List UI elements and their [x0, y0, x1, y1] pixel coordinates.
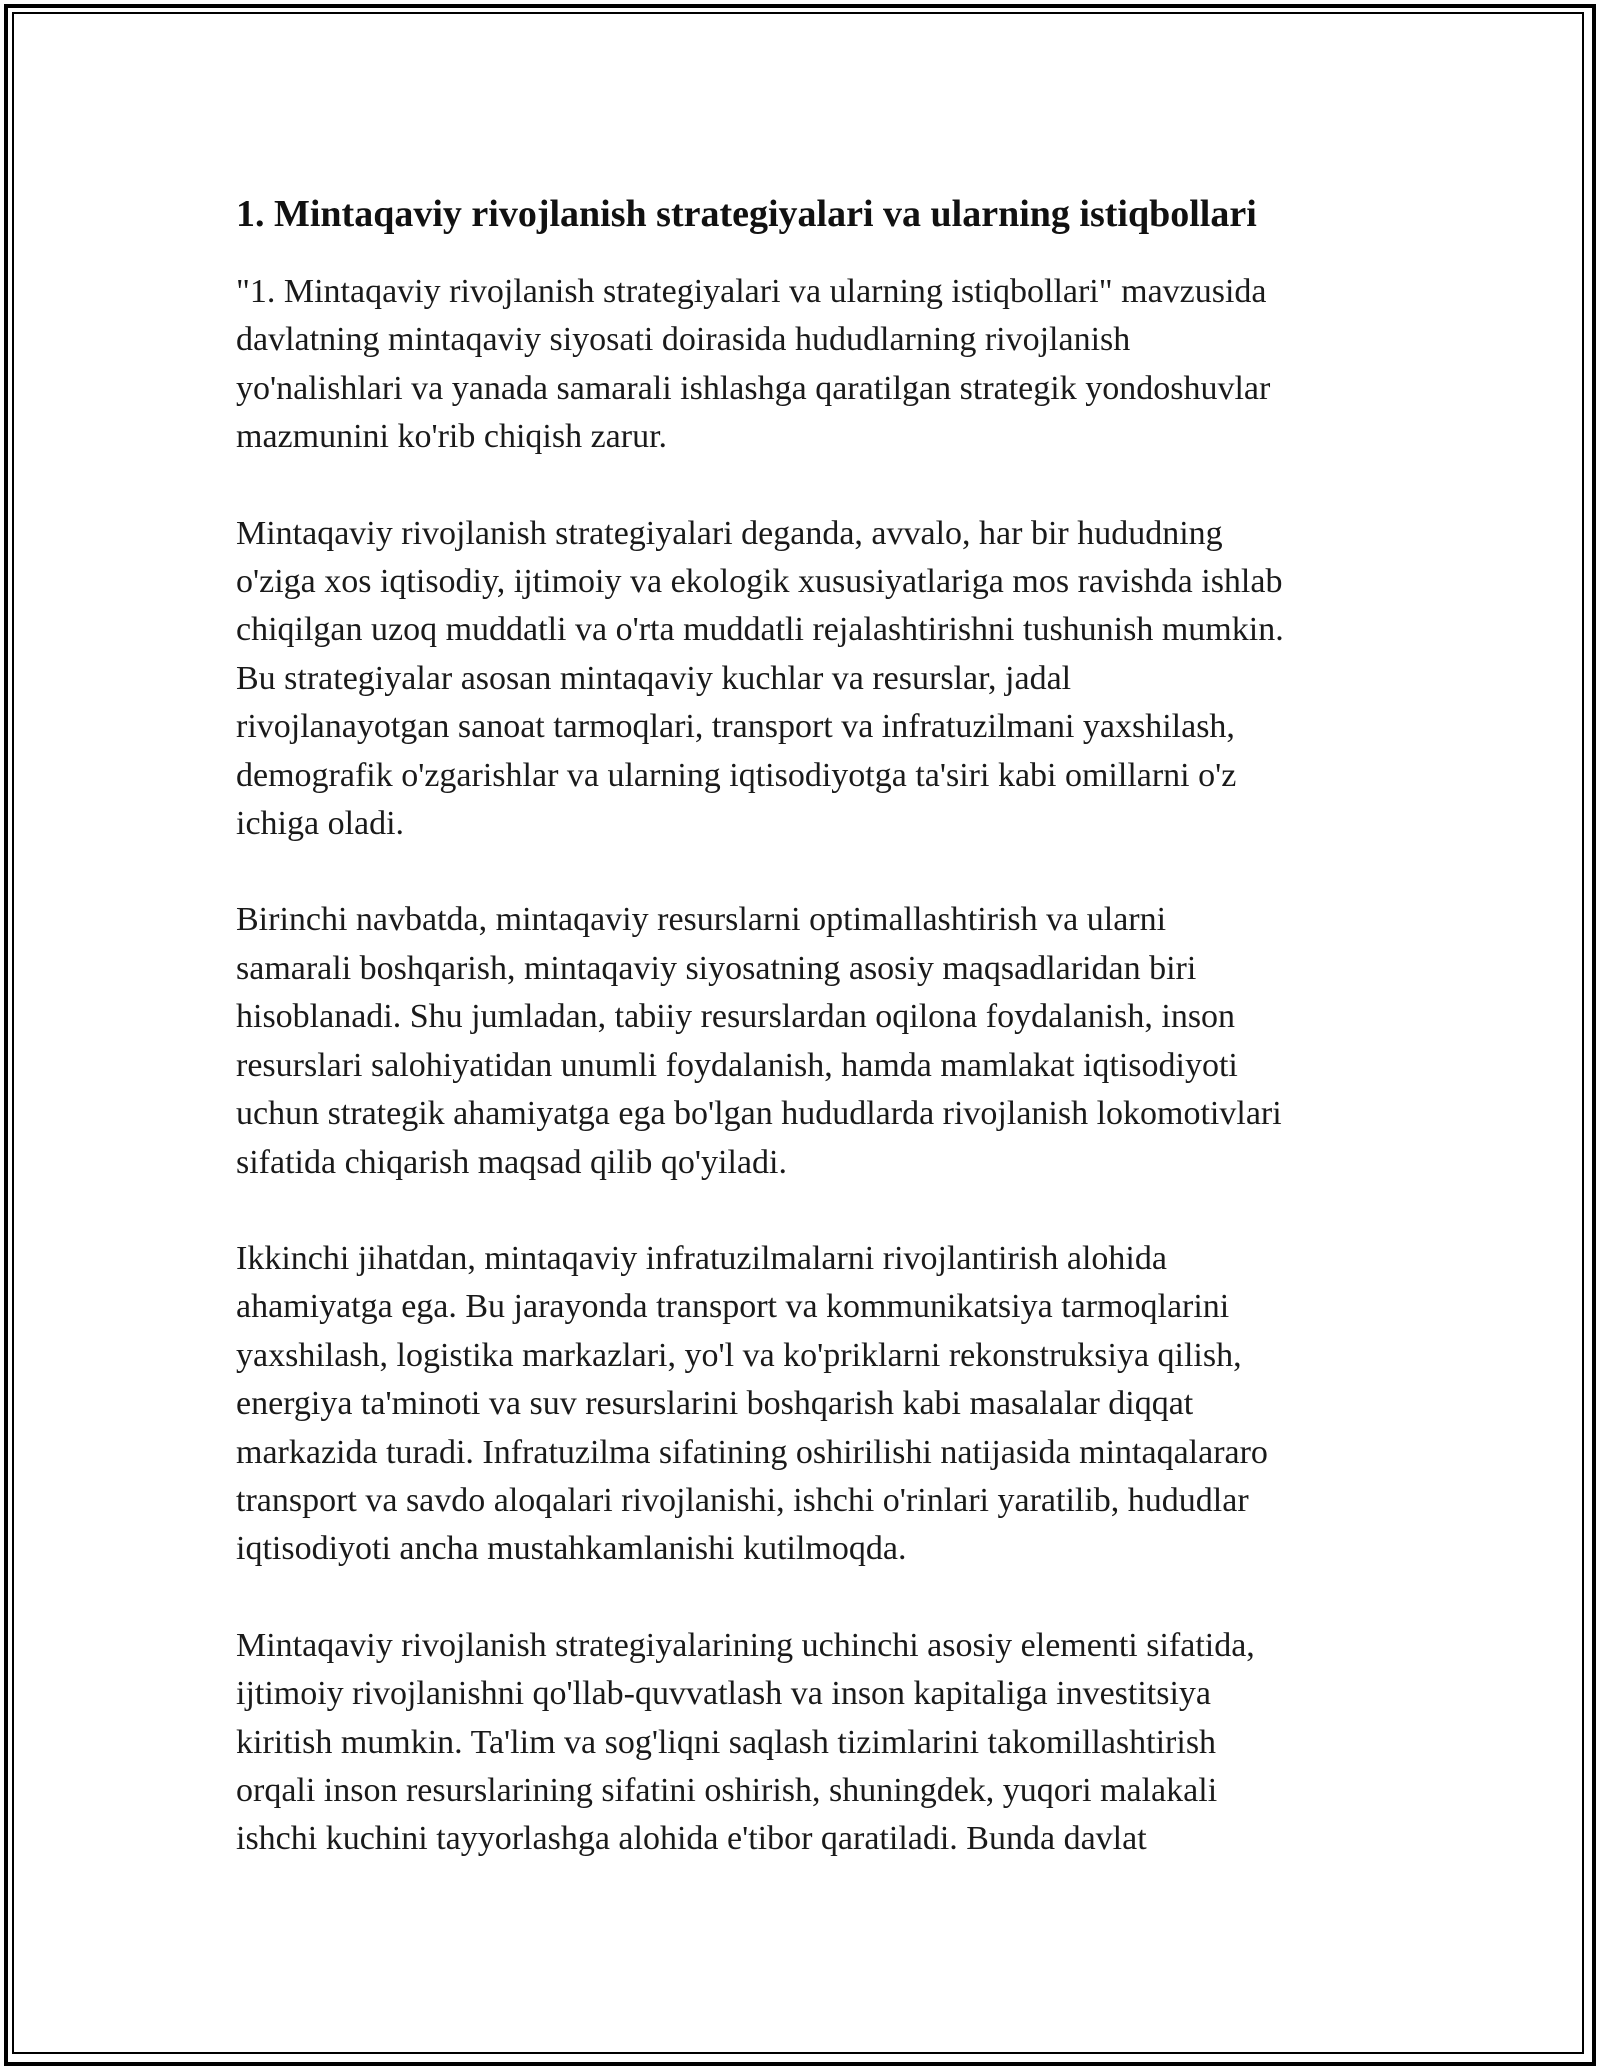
paragraph-line: iqtisodiyoti ancha mustahkamlanishi kutilmoqda.	[236, 1530, 907, 1568]
paragraph-line: mazmunini ko'rib chiqish zarur.	[236, 418, 668, 456]
paragraph-line: "1. Mintaqaviy rivojlanish strategiyalari va ularning istiqbollari" mavzusida	[236, 273, 1267, 310]
paragraph-line: davlatning mintaqaviy siyosati doirasida hududlarning rivojlanish	[236, 321, 1131, 359]
document-body	[236, 186, 1376, 1912]
paragraph-line: hisoblanadi. Shu jumladan, tabiiy resurslardan oqilona foydalanish, inson	[236, 998, 1236, 1036]
paragraph-line: transport va savdo aloqalari rivojlanishi, ishchi o'rinlari yaratilib, hududlar	[236, 1481, 1249, 1519]
paragraph-line: yo'nalishlari va yanada samarali ishlashga qaratilgan strategik yondoshuvlar	[236, 369, 1271, 407]
paragraph-introduction	[236, 268, 1376, 462]
paragraph-infrastructure	[236, 1235, 1376, 1574]
paragraph-line: uchun strategik ahamiyatga ega bo'lgan hududlarda rivojlanish lokomotivlari	[236, 1095, 1282, 1133]
paragraph-line: markazida turadi. Infratuzilma sifatining oshirilishi natijasida mintaqalararo	[236, 1433, 1268, 1471]
paragraph-line: samarali boshqarish, mintaqaviy siyosatning asosiy maqsadlaridan biri	[236, 949, 1197, 987]
paragraph-line: chiqilgan uzoq muddatli va o'rta muddatli rejalashtirishni tushunish mumkin.	[236, 611, 1284, 649]
paragraph-line: Mintaqaviy rivojlanish strategiyalarining uchinchi asosiy elementi sifatida,	[236, 1626, 1255, 1664]
paragraph-line: ishchi kuchini tayyorlashga alohida e'tibor qaratiladi. Bunda davlat	[236, 1820, 1147, 1858]
paragraph-resources	[236, 896, 1376, 1186]
paragraph-line: ijtimoiy rivojlanishni qo'llab-quvvatlash va inson kapitaliga investitsiya	[236, 1675, 1211, 1713]
paragraph-line: ahamiyatga ega. Bu jarayonda transport va kommunikatsiya tarmoqlarini	[236, 1288, 1230, 1326]
paragraph-line: resurslari salohiyatidan unumli foydalanish, hamda mamlakat iqtisodiyoti	[236, 1046, 1238, 1084]
paragraph-line: yaxshilash, logistika markazlari, yo'l va ko'priklarni rekonstruksiya qilish,	[236, 1336, 1242, 1374]
paragraph-social-development	[236, 1622, 1376, 1864]
paragraph-line: Bu strategiyalar asosan mintaqaviy kuchlar va resurslar, jadal	[236, 659, 1072, 697]
paragraph-line: sifatida chiqarish maqsad qilib qo'yiladi.	[236, 1143, 787, 1181]
paragraph-line: Ikkinchi jihatdan, mintaqaviy infratuzilmalarni rivojlantirish alohida	[236, 1239, 1167, 1277]
paragraph-line: energiya ta'minoti va suv resurslarini boshqarish kabi masalalar diqqat	[236, 1385, 1194, 1423]
paragraph-line: o'ziga xos iqtisodiy, ijtimoiy va ekologik xususiyatlariga mos ravishda ishlab	[236, 563, 1283, 601]
paragraph-line: Mintaqaviy rivojlanish strategiyalari deganda, avvalo, har bir hududning	[236, 514, 1223, 552]
paragraph-strategy-definition	[236, 510, 1376, 849]
paragraph-line: demografik o'zgarishlar va ularning iqtisodiyotga ta'siri kabi omillarni o'z	[236, 756, 1237, 794]
paragraph-line: Birinchi navbatda, mintaqaviy resurslarni optimallashtirish va ularni	[236, 901, 1167, 939]
paragraph-line: rivojlanayotgan sanoat tarmoqlari, transport va infratuzilmani yaxshilash,	[236, 708, 1235, 746]
paragraph-line: ichiga oladi.	[236, 805, 405, 843]
paragraph-line: orqali inson resurslarining sifatini oshirish, shuningdek, yuqori malakali	[236, 1771, 1218, 1809]
paragraph-line: kiritish mumkin. Ta'lim va sog'liqni saqlash tizimlarini takomillashtirish	[236, 1723, 1217, 1761]
document-title: 1. Mintaqaviy rivojlanish strategiyalari va ularning istiqbollari	[236, 193, 1257, 235]
